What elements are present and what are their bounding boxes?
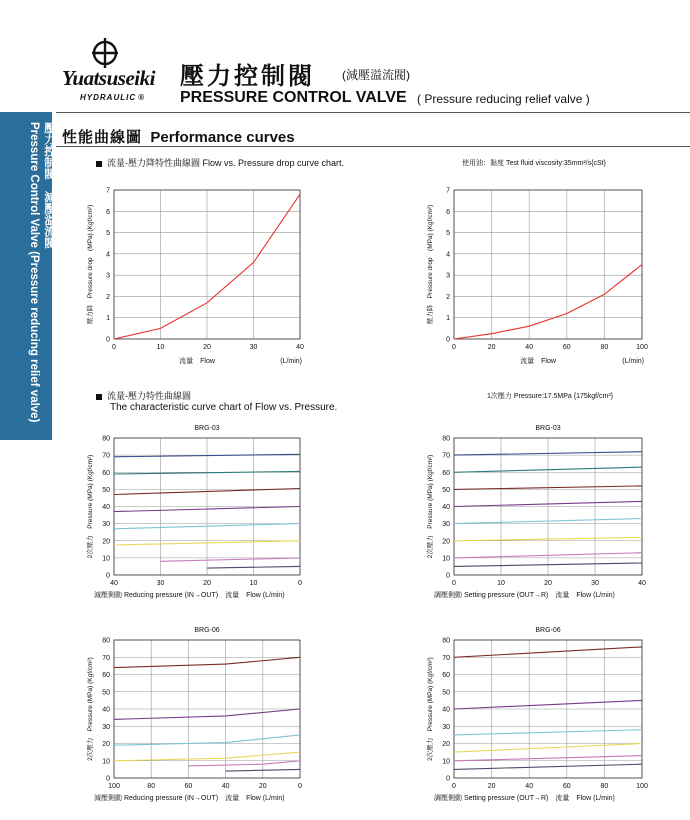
x-tick-label: 0 bbox=[452, 344, 456, 351]
x-tick-label: 0 bbox=[298, 783, 302, 790]
chart-title: BRG-06 bbox=[194, 627, 220, 634]
x-tick-label: 100 bbox=[636, 344, 648, 351]
y-tick-label: 20 bbox=[442, 538, 450, 546]
x-tick-label: 10 bbox=[156, 344, 165, 351]
y-tick-label: 10 bbox=[102, 555, 110, 563]
x-tick-label: 20 bbox=[544, 580, 552, 587]
logo-subtext: HYDRAULIC ® bbox=[80, 93, 146, 102]
x-axis-unit: (L/min) bbox=[280, 358, 302, 365]
part2-heading-en: The characteristic curve chart of Flow vs. Pressure. bbox=[110, 402, 338, 413]
chart-title: BRG-03 bbox=[194, 425, 220, 432]
x-tick-label: 100 bbox=[108, 783, 120, 790]
series-line bbox=[454, 744, 642, 753]
y-tick-label: 1 bbox=[446, 315, 450, 323]
x-tick-label: 40 bbox=[525, 783, 534, 790]
x-tick-label: 30 bbox=[249, 344, 258, 351]
x-tick-label: 100 bbox=[636, 783, 648, 790]
x-tick-label: 20 bbox=[203, 580, 211, 587]
x-tick-label: 60 bbox=[184, 783, 193, 790]
y-tick-label: 30 bbox=[102, 521, 110, 529]
y-tick-label: 20 bbox=[102, 741, 110, 748]
y-tick-label: 0 bbox=[106, 775, 110, 783]
x-tick-label: 30 bbox=[591, 580, 599, 587]
x-tick-label: 20 bbox=[487, 344, 496, 351]
y-tick-label: 1 bbox=[106, 315, 110, 323]
series-line bbox=[454, 700, 642, 709]
page-title-chinese: 壓力控制閥 bbox=[180, 63, 315, 90]
y-tick-label: 7 bbox=[446, 187, 450, 195]
y-tick-label: 70 bbox=[442, 654, 450, 662]
y-tick-label: 6 bbox=[446, 208, 450, 216]
x-axis-label: 調壓側動 Setting pressure (OUT→R) 流量 Flow (L/min) bbox=[434, 795, 615, 802]
y-tick-label: 40 bbox=[102, 706, 110, 714]
x-axis-label: 流量 Flow bbox=[179, 358, 215, 365]
y-axis-label: 壓力降 Pressure drop (MPa) (Kgf/cm²) bbox=[427, 204, 434, 325]
x-tick-label: 20 bbox=[258, 783, 267, 790]
y-axis-label: 2次壓力 Pressure (MPa) (Kgf/cm²) bbox=[87, 454, 94, 559]
x-tick-label: 40 bbox=[296, 344, 304, 351]
y-tick-label: 50 bbox=[442, 689, 450, 697]
section-title: 性能曲線圖 Performance curves bbox=[62, 129, 295, 146]
y-tick-label: 5 bbox=[446, 230, 450, 238]
y-tick-label: 50 bbox=[102, 689, 110, 697]
x-tick-label: 40 bbox=[221, 783, 230, 790]
y-tick-label: 70 bbox=[442, 452, 450, 460]
page-subtitle-english: ( Pressure reducing relief valve ) bbox=[417, 92, 590, 106]
y-tick-label: 70 bbox=[102, 452, 110, 460]
y-tick-label: 20 bbox=[102, 538, 110, 546]
y-axis-label: 2次壓力 Pressure (MPa) (Kgf/cm²) bbox=[427, 454, 434, 559]
x-tick-label: 0 bbox=[452, 580, 456, 587]
y-tick-label: 10 bbox=[102, 758, 110, 766]
x-tick-label: 60 bbox=[562, 344, 571, 351]
y-tick-label: 3 bbox=[106, 272, 110, 280]
y-tick-label: 0 bbox=[446, 336, 450, 344]
part2-note: 1次壓力 Pressure:17.5MPa {175kgf/cm²} bbox=[487, 393, 614, 400]
y-tick-label: 60 bbox=[102, 672, 110, 679]
y-tick-label: 30 bbox=[102, 723, 110, 731]
part2-heading-cn: 流量-壓力特性曲線圖 bbox=[96, 389, 191, 402]
x-tick-label: 10 bbox=[249, 580, 258, 587]
chart-title: BRG-03 bbox=[535, 425, 561, 432]
y-tick-label: 70 bbox=[102, 654, 110, 662]
y-tick-label: 80 bbox=[102, 435, 110, 443]
x-tick-label: 20 bbox=[203, 344, 211, 351]
y-tick-label: 40 bbox=[102, 504, 110, 511]
y-tick-label: 0 bbox=[106, 572, 110, 580]
y-tick-label: 0 bbox=[106, 336, 110, 344]
x-tick-label: 30 bbox=[156, 580, 165, 587]
y-tick-label: 80 bbox=[102, 637, 110, 645]
x-tick-label: 80 bbox=[600, 344, 609, 351]
x-tick-label: 40 bbox=[110, 580, 118, 587]
x-tick-label: 20 bbox=[487, 783, 496, 790]
x-tick-label: 80 bbox=[147, 783, 156, 790]
y-tick-label: 40 bbox=[442, 706, 450, 714]
y-tick-label: 80 bbox=[442, 435, 450, 443]
part1-heading: 流量-壓力降特性曲線圖 Flow vs. Pressure drop curve chart. bbox=[96, 156, 344, 169]
y-tick-label: 50 bbox=[442, 486, 450, 494]
y-axis-label: 2次壓力 Pressure (MPa) (Kgf/cm²) bbox=[427, 657, 434, 761]
y-tick-label: 4 bbox=[446, 251, 450, 259]
y-tick-label: 5 bbox=[106, 230, 110, 238]
x-tick-label: 0 bbox=[298, 580, 302, 587]
y-tick-label: 0 bbox=[446, 775, 450, 783]
y-tick-label: 60 bbox=[102, 469, 110, 477]
y-tick-label: 20 bbox=[442, 741, 450, 748]
series-line bbox=[454, 756, 642, 761]
x-tick-label: 10 bbox=[497, 580, 505, 587]
page-title-english: PRESSURE CONTROL VALVE bbox=[180, 89, 407, 106]
y-tick-label: 2 bbox=[446, 293, 450, 301]
x-tick-label: 0 bbox=[112, 344, 116, 351]
series-line bbox=[454, 764, 642, 769]
x-axis-unit: (L/min) bbox=[622, 358, 644, 365]
chart-title: BRG-06 bbox=[535, 627, 561, 634]
y-tick-label: 60 bbox=[442, 672, 450, 679]
y-tick-label: 0 bbox=[446, 572, 450, 580]
x-tick-label: 40 bbox=[525, 344, 534, 351]
series-line bbox=[454, 730, 642, 735]
y-tick-label: 80 bbox=[442, 637, 450, 645]
x-tick-label: 40 bbox=[638, 580, 646, 587]
x-axis-label: 減壓側動 Reducing pressure (IN→OUT) 流量 Flow (L/min) bbox=[94, 795, 285, 802]
x-tick-label: 0 bbox=[452, 783, 456, 790]
page-subtitle-chinese: (減壓溢流閥) bbox=[342, 68, 410, 82]
y-axis-label: 壓力降 Pressure drop (MPa) (Kgf/cm²) bbox=[87, 204, 94, 325]
y-tick-label: 30 bbox=[442, 521, 450, 529]
y-tick-label: 7 bbox=[106, 187, 110, 195]
y-tick-label: 50 bbox=[102, 486, 110, 494]
x-axis-label: 減壓側動 Reducing pressure (IN→OUT) 流量 Flow (L/min) bbox=[94, 592, 285, 599]
y-tick-label: 10 bbox=[442, 758, 450, 766]
y-axis-label: 2次壓力 Pressure (MPa) (Kgf/cm²) bbox=[87, 657, 94, 761]
y-tick-label: 10 bbox=[442, 555, 450, 563]
logo-text: Yuatsuseiki bbox=[62, 66, 155, 90]
series-line bbox=[454, 647, 642, 657]
y-tick-label: 2 bbox=[106, 293, 110, 301]
y-tick-label: 40 bbox=[442, 504, 450, 511]
part1-note: 使用油：黏度 Test fluid viscosity:35mm²/s{cSt} bbox=[462, 160, 606, 167]
sidebar-label: 壓力控制閥 減壓溢流閥 Pressure Control Valve (Pressure reducing relief valve) bbox=[28, 122, 55, 423]
x-axis-label: 調壓側動 Setting pressure (OUT→R) 流量 Flow (L/min) bbox=[434, 592, 615, 599]
y-tick-label: 4 bbox=[106, 251, 110, 259]
y-tick-label: 3 bbox=[446, 272, 450, 280]
y-tick-label: 60 bbox=[442, 469, 450, 477]
y-tick-label: 6 bbox=[106, 208, 110, 216]
y-tick-label: 30 bbox=[442, 723, 450, 731]
x-tick-label: 60 bbox=[562, 783, 571, 790]
x-tick-label: 80 bbox=[600, 783, 609, 790]
x-axis-label: 流量 Flow bbox=[520, 358, 556, 365]
